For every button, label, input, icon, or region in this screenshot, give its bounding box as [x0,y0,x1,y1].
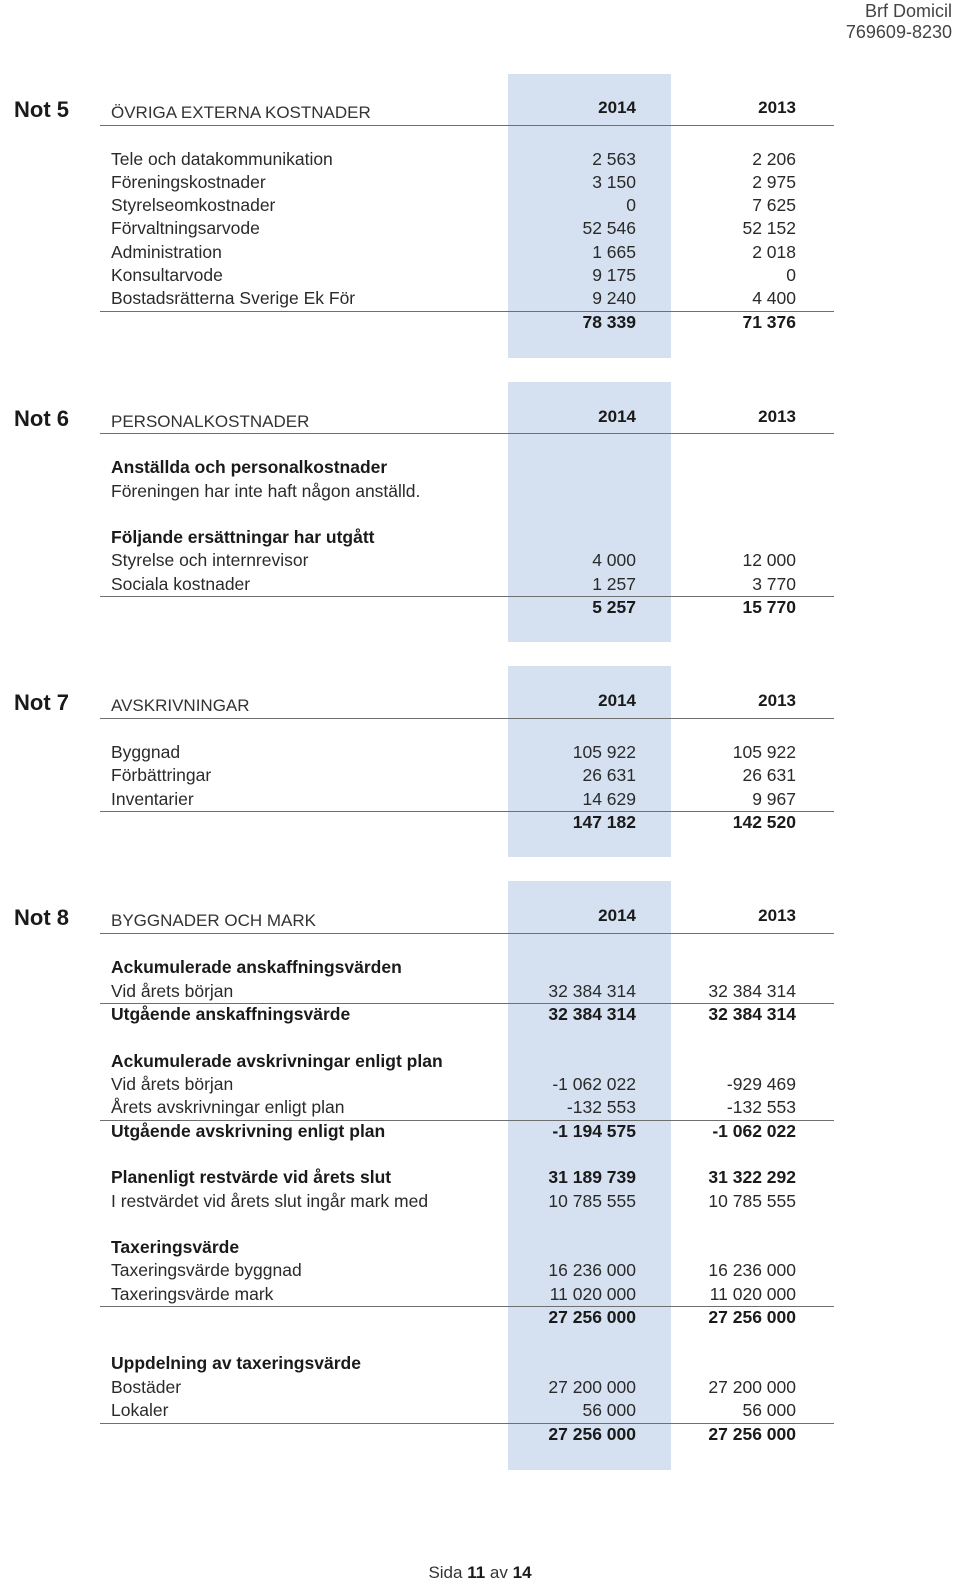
footer-total-pages: 14 [512,1563,532,1582]
value-2014: 105 922 [572,742,636,762]
row-heading: Ackumulerade anskaffningsvärden [111,957,402,977]
row-heading: Taxeringsvärde [111,1237,240,1257]
row-label: Föreningskostnader [111,172,266,192]
row-label: Årets avskrivningar enligt plan [111,1097,345,1117]
value-2013: 71 376 [742,312,796,332]
year-current-header: 2014 [598,407,636,426]
value-2014: 78 339 [582,312,636,332]
value-2013: 31 322 292 [708,1167,796,1187]
footer-prefix: Sida [428,1563,463,1582]
row-label: Vid årets början [111,1074,234,1094]
value-2014: 1 257 [592,574,636,594]
row-label: Styrelseomkostnader [111,195,276,215]
note-number: Not 6 [14,406,69,431]
year-previous-header: 2013 [758,906,796,925]
sum-rule [100,1423,834,1424]
row-label: Taxeringsvärde byggnad [111,1260,302,1280]
value-2014: -1 194 575 [552,1121,636,1141]
note-title: AVSKRIVNINGAR [111,696,250,715]
note-title: BYGGNADER OCH MARK [111,911,316,930]
value-2013: 0 [786,265,796,285]
value-2014: 32 384 314 [548,1004,636,1024]
row-label: Styrelse och internrevisor [111,550,309,570]
row-label: Bostäder [111,1377,182,1397]
year-previous-header: 2013 [758,691,796,710]
value-2014: 5 257 [592,597,636,617]
header-rule [100,718,834,719]
row-label: Förbättringar [111,765,212,785]
row-label: Tele och datakommunikation [111,149,333,169]
footer-of: av [489,1563,508,1582]
value-2013: 7 625 [752,195,796,215]
header-rule [100,125,834,126]
value-2013: -132 553 [726,1097,796,1117]
value-2014: 10 785 555 [548,1191,636,1211]
sum-rule [100,1306,834,1307]
row-heading: Uppdelning av taxeringsvärde [111,1353,361,1373]
value-2013: 32 384 314 [708,981,796,1001]
year-current-header: 2014 [598,98,636,117]
value-2013: 26 631 [742,765,796,785]
sum-rule [100,596,834,597]
year-current-header: 2014 [598,906,636,925]
note-number: Not 5 [14,97,69,122]
value-2014: 11 020 000 [549,1284,636,1304]
value-2013: -1 062 022 [712,1121,796,1141]
sum-rule [100,311,834,312]
value-2013: 15 770 [742,597,796,617]
row-heading: Följande ersättningar har utgått [111,527,375,547]
value-2013: 27 200 000 [708,1377,796,1397]
row-label: Bostadsrätterna Sverige Ek För [111,288,356,308]
header-rule [100,933,834,934]
year-previous-header: 2013 [758,407,796,426]
value-2014: -1 062 022 [552,1074,636,1094]
sum-rule [100,1120,834,1121]
value-2013: 9 967 [752,789,796,809]
company-name: Brf Domicil [864,1,952,21]
row-label: Byggnad [111,742,181,762]
note-title: PERSONALKOSTNADER [111,412,310,431]
value-2013: 4 400 [752,288,796,308]
row-label: Föreningen har inte haft någon anställd. [111,481,421,501]
value-2014: 32 384 314 [548,981,636,1001]
footer-page-number: 11 [467,1563,486,1582]
value-2013: 16 236 000 [708,1260,796,1280]
value-2013: 56 000 [742,1400,796,1420]
value-2014: 16 236 000 [548,1260,636,1280]
note-number: Not 7 [14,690,69,715]
value-2013: -929 469 [726,1074,796,1094]
value-2013: 3 770 [752,574,796,594]
row-heading: Anställda och personalkostnader [111,457,388,477]
value-2014: 52 546 [582,218,636,238]
note-number: Not 8 [14,905,69,930]
value-2013: 12 000 [742,550,796,570]
row-label: Vid årets början [111,981,234,1001]
value-2014: 27 200 000 [548,1377,636,1397]
value-2014: 27 256 000 [548,1424,636,1444]
value-2014: -132 553 [566,1097,636,1117]
row-heading: Ackumulerade avskrivningar enligt plan [111,1051,443,1071]
value-2014: 9 175 [592,265,636,285]
year-current-header: 2014 [598,691,636,710]
value-2013: 2 018 [752,242,796,262]
value-2013: 2 206 [752,149,796,169]
value-2013: 2 975 [752,172,796,192]
value-2014: 147 182 [572,812,636,832]
row-label: Inventarier [111,789,194,809]
row-label: Sociala kostnader [111,574,251,594]
value-2013: 10 785 555 [708,1191,796,1211]
value-2014: 14 629 [582,789,636,809]
row-label: Konsultarvode [111,265,223,285]
value-2014: 56 000 [582,1400,636,1420]
value-2014: 4 000 [592,550,636,570]
value-2014: 3 150 [592,172,636,192]
row-heading: Utgående anskaffningsvärde [111,1004,351,1024]
header-rule [100,433,834,434]
row-heading: Utgående avskrivning enligt plan [111,1121,386,1141]
year-previous-header: 2013 [758,98,796,117]
row-label: I restvärdet vid årets slut ingår mark med [111,1191,429,1211]
value-2014: 27 256 000 [548,1307,636,1327]
value-2013: 105 922 [732,742,796,762]
value-2014: 31 189 739 [548,1167,636,1187]
value-2013: 11 020 000 [709,1284,796,1304]
value-2013: 27 256 000 [708,1307,796,1327]
value-2013: 27 256 000 [708,1424,796,1444]
value-2014: 2 563 [592,149,636,169]
value-2013: 32 384 314 [708,1004,796,1024]
value-2014: 26 631 [582,765,636,785]
sum-rule [100,1003,834,1004]
value-2013: 52 152 [742,218,796,238]
sum-rule [100,811,834,812]
value-2013: 142 520 [732,812,796,832]
row-heading: Planenligt restvärde vid årets slut [111,1167,392,1187]
page-footer [0,1562,960,1584]
note-title: ÖVRIGA EXTERNA KOSTNADER [111,103,371,122]
row-label: Förvaltningsarvode [111,218,260,238]
org-number: 769609-8230 [845,22,952,42]
value-2014: 1 665 [592,242,636,262]
value-2014: 9 240 [592,288,636,308]
row-label: Administration [111,242,222,262]
row-label: Lokaler [111,1400,169,1420]
value-2014: 0 [626,195,636,215]
row-label: Taxeringsvärde mark [111,1284,274,1304]
